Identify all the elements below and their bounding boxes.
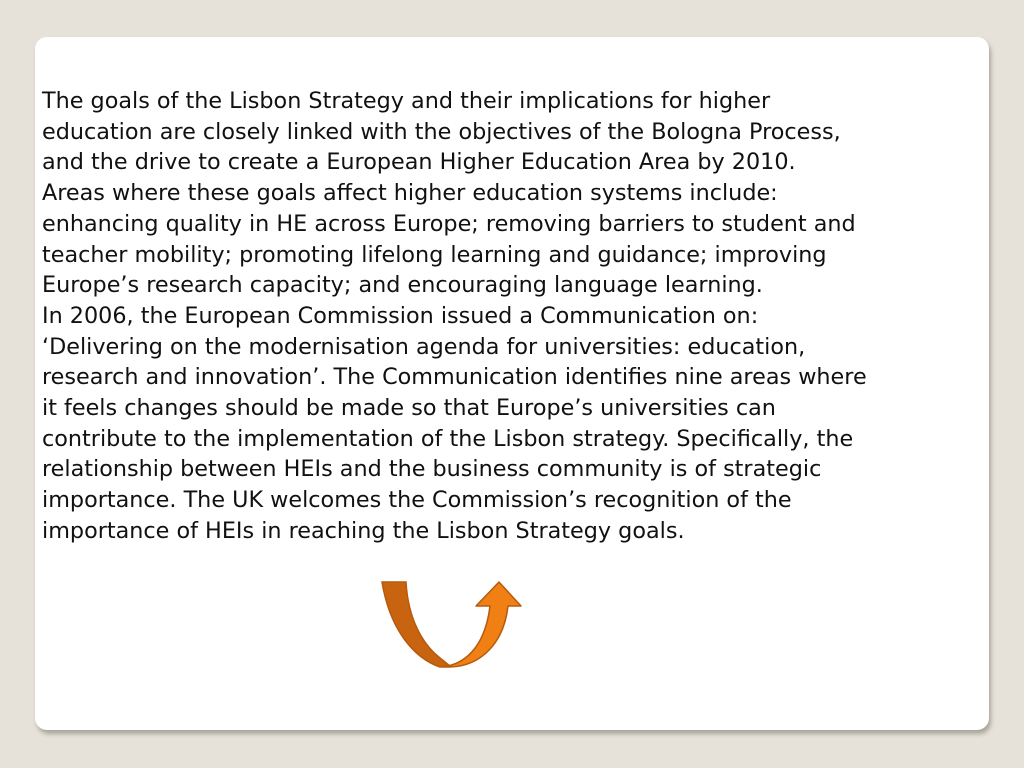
text-line: relationship between HEIs and the business community is of strategic <box>42 456 822 483</box>
text-line: education are closely linked with the objectives of the Bologna Process, <box>42 118 841 145</box>
text-line: importance. The UK welcomes the Commission’s recognition of the <box>42 487 792 514</box>
slide-body-text <box>42 86 1002 547</box>
text-line: importance of HEIs in reaching the Lisbon Strategy goals. <box>42 517 685 544</box>
text-line: teacher mobility; promoting lifelong learning and guidance; improving <box>42 241 827 268</box>
text-line: In 2006, the European Commission issued a Communication on: <box>42 302 759 329</box>
text-line: Areas where these goals affect higher education systems include: <box>42 180 778 207</box>
text-line: ‘Delivering on the modernisation agenda for universities: education, <box>42 333 806 360</box>
text-line: enhancing quality in HE across Europe; removing barriers to student and <box>42 210 856 237</box>
arrow-right-arm <box>442 582 521 667</box>
text-line: contribute to the implementation of the Lisbon strategy. Specifically, the <box>42 425 854 452</box>
text-line: research and innovation’. The Communication identifies nine areas where <box>42 364 867 391</box>
text-line: The goals of the Lisbon Strategy and their implications for higher <box>42 88 771 114</box>
text-line: and the drive to create a European Higher Education Area by 2010. <box>42 149 796 176</box>
u-turn-up-arrow-icon <box>378 578 524 672</box>
text-line: Europe’s research capacity; and encouraging language learning. <box>42 272 763 299</box>
arrow-left-arm <box>382 582 450 667</box>
text-line: it feels changes should be made so that Europe’s universities can <box>42 395 776 422</box>
